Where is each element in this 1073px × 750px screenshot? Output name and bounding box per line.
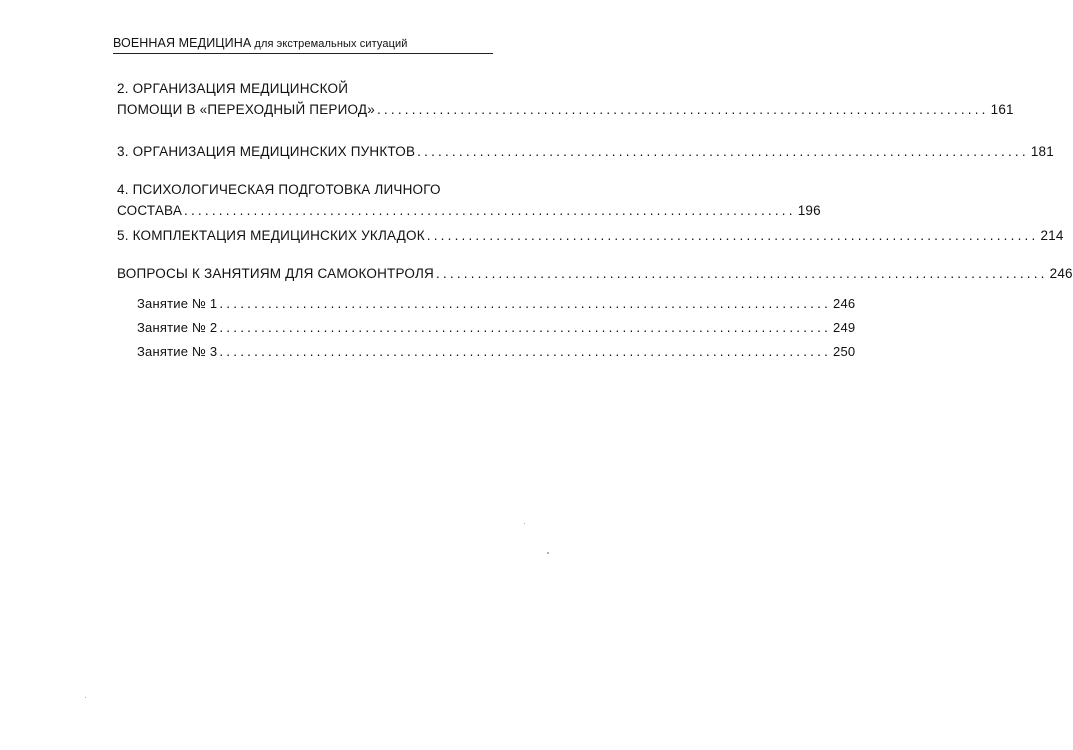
dot-leader: ........................................................................................ [184,203,796,218]
dot-leader: ........................................................................................ [435,266,1048,281]
dot-leader: ........................................................................................ [417,144,1029,159]
toc-entry-4-line1: 4. ПСИХОЛОГИЧЕСКАЯ ПОДГОТОВКА ЛИЧНОГО [117,182,441,197]
toc-subentry-3[interactable] [137,344,856,359]
toc-entry-label: ПОМОЩИ В «ПЕРЕХОДНЫЙ ПЕРИОД» [117,102,375,117]
toc-subentry-2[interactable] [137,320,856,335]
toc-entry-label: 5. КОМПЛЕКТАЦИЯ МЕДИЦИНСКИХ УКЛАДОК [117,228,425,243]
toc-page-number: 214 [1040,228,1064,243]
toc-page-number: 246 [1049,266,1073,281]
toc-subentry-label: Занятие № 3 [137,344,218,359]
dot-leader: ........................................................................................ [219,344,832,359]
toc-page-number: 181 [1030,144,1054,159]
dot-leader: ........................................................................................ [376,102,989,117]
toc-page-number: 196 [797,203,821,218]
toc-entry-4[interactable] [117,203,821,218]
toc-entry-5[interactable] [117,228,1064,243]
toc-entry-2-line1: 2. ОРГАНИЗАЦИЯ МЕДИЦИНСКОЙ [117,81,349,96]
dot-leader: ........................................................................................ [219,320,832,335]
toc-entry-label: СОСТАВА [117,203,183,218]
running-head [113,36,493,50]
toc-page-number: 161 [990,102,1014,117]
toc-subentry-label: Занятие № 2 [137,320,218,335]
toc-page-number: 249 [833,320,856,335]
scan-speck [547,552,549,554]
dot-leader: ........................................................................................ [219,296,832,311]
running-head-caps: ВОЕННАЯ МЕДИЦИНА [113,36,252,50]
toc-entry-3[interactable] [117,144,1054,159]
toc-entry-label: ВОПРОСЫ К ЗАНЯТИЯМ ДЛЯ САМОКОНТРОЛЯ [117,266,434,281]
running-head-small: для экстремальных ситуаций [251,38,408,50]
header-rule [113,53,493,54]
scan-speck [85,697,86,698]
toc-page-number: 250 [833,344,856,359]
dot-leader: ........................................................................................ [426,228,1039,243]
scan-speck [524,523,525,524]
toc-subentry-1[interactable] [137,296,856,311]
toc-page-number: 246 [833,296,856,311]
toc-entry-questions[interactable] [117,266,1073,281]
toc-entry-2[interactable] [117,102,1014,117]
toc-entry-label: 3. ОРГАНИЗАЦИЯ МЕДИЦИНСКИХ ПУНКТОВ [117,144,416,159]
toc-subentry-label: Занятие № 1 [137,296,218,311]
